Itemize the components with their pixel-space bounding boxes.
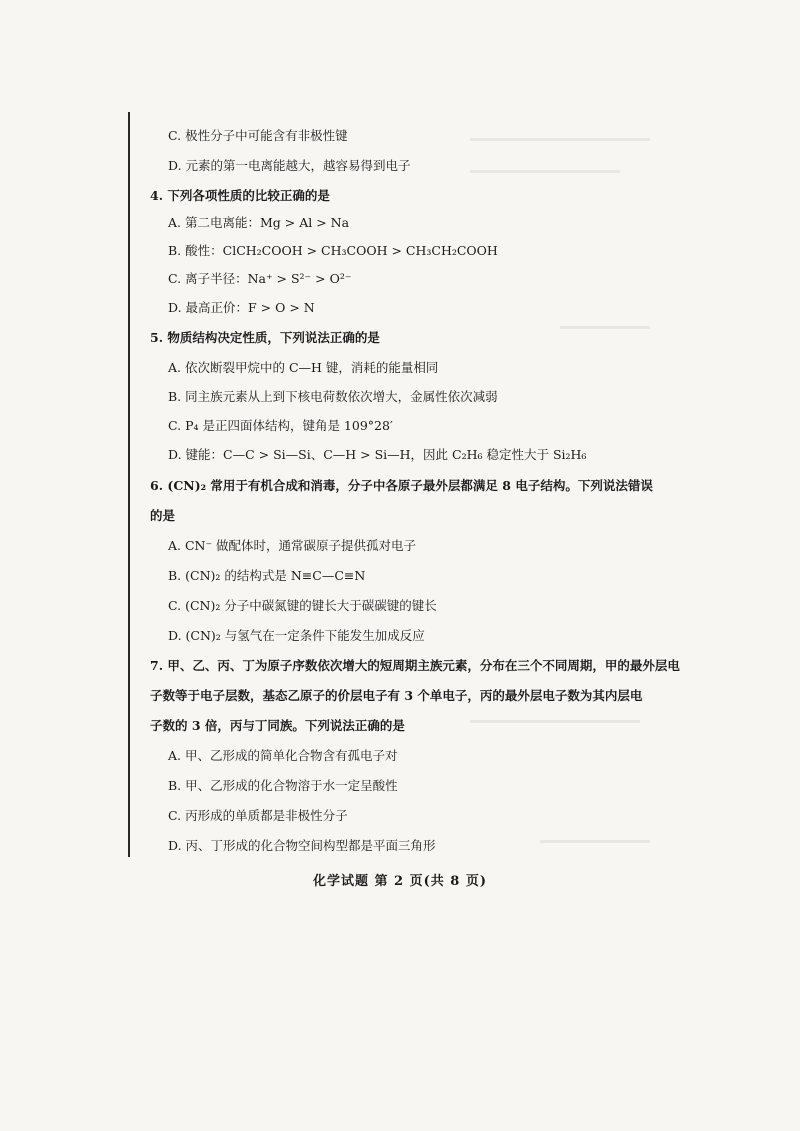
q4-option-d: D. 最高正价：F > O > N [168,300,315,315]
bleed-through-mark [560,326,650,329]
q3-option-c: C. 极性分子中可能含有非极性键 [168,128,348,143]
q5-option-b: B. 同主族元素从上到下核电荷数依次增大，金属性依次减弱 [168,389,498,404]
bleed-through-mark [470,720,640,723]
q7-option-a: A. 甲、乙形成的简单化合物含有孤电子对 [168,748,398,763]
binding-margin-line [128,112,130,857]
q5-option-c: C. P₄ 是正四面体结构，键角是 109°28′ [168,418,393,433]
bleed-through-mark [470,170,620,173]
bleed-through-mark [540,840,650,843]
question-6-stem: 6. (CN)₂ 常用于有机合成和消毒，分子中各原子最外层都满足 8 电子结构。下列说法错误 [150,478,653,493]
q7-option-b: B. 甲、乙形成的化合物溶于水一定呈酸性 [168,778,398,793]
q4-option-a: A. 第二电离能：Mg > Al > Na [168,215,350,230]
q6-option-a: A. CN⁻ 做配体时，通常碳原子提供孤对电子 [168,538,417,553]
page-footer: 化学试题 第 2 页(共 8 页) [312,874,488,889]
bleed-through-mark [470,138,650,141]
q3-option-d: D. 元素的第一电离能越大，越容易得到电子 [168,158,411,173]
q5-option-d: D. 键能：C—C > Si—Si、C—H > Si—H，因此 C₂H₆ 稳定性大于 Si₂H₆ [168,447,587,462]
q7-option-d: D. 丙、丁形成的化合物空间构型都是平面三角形 [168,838,436,853]
question-7-stem-line2: 子数等于电子层数，基态乙原子的价层电子有 3 个单电子，丙的最外层电子数为其内层电 [150,688,643,703]
question-4-stem: 4. 下列各项性质的比较正确的是 [150,188,330,203]
q4-option-c: C. 离子半径：Na⁺ > S²⁻ > O²⁻ [168,271,352,286]
q6-option-d: D. (CN)₂ 与氢气在一定条件下能发生加成反应 [168,628,425,643]
question-6-stem-cont: 的是 [150,508,176,523]
question-7-stem: 7. 甲、乙、丙、丁为原子序数依次增大的短周期主族元素，分布在三个不同周期，甲的最外层电 [150,658,680,673]
q4-option-b: B. 酸性：ClCH₂COOH > CH₃COOH > CH₃CH₂COOH [168,243,498,258]
question-7-stem-line3: 子数的 3 倍，丙与丁同族。下列说法正确的是 [150,718,405,733]
q7-option-c: C. 丙形成的单质都是非极性分子 [168,808,348,823]
q6-option-b: B. (CN)₂ 的结构式是 N≡C—C≡N [168,568,366,583]
question-5-stem: 5. 物质结构决定性质，下列说法正确的是 [150,330,380,345]
q5-option-a: A. 依次断裂甲烷中的 C—H 键，消耗的能量相同 [168,360,439,375]
q6-option-c: C. (CN)₂ 分子中碳氮键的键长大于碳碳键的键长 [168,598,437,613]
